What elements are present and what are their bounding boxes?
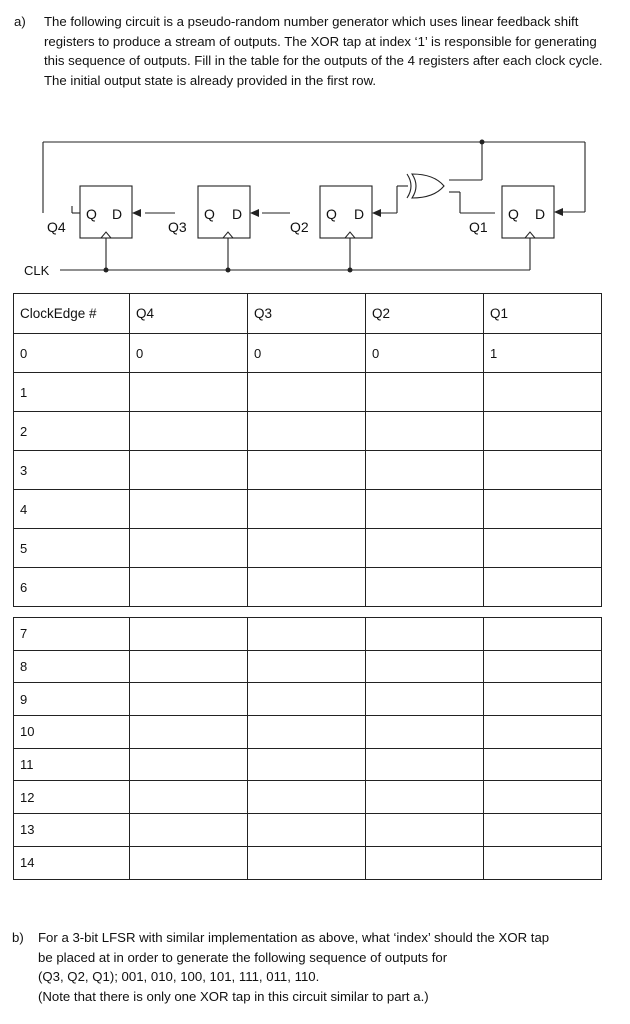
- junction-dot: [226, 268, 231, 273]
- register-value-cell[interactable]: [130, 716, 248, 749]
- question-b-label: b): [12, 930, 24, 945]
- table-header-cell: Q3: [248, 294, 366, 334]
- register-value-cell[interactable]: [484, 618, 602, 651]
- register-value-cell[interactable]: [248, 781, 366, 814]
- register-value-cell[interactable]: [484, 568, 602, 607]
- table-header-row: [14, 294, 602, 334]
- table-row: [14, 748, 602, 781]
- register-value-cell[interactable]: [484, 716, 602, 749]
- register-value-cell[interactable]: [130, 373, 248, 412]
- question-b-line: For a 3-bit LFSR with similar implementation as above, what ‘index’ should the XOR tap: [38, 930, 550, 945]
- register-value-cell[interactable]: [484, 373, 602, 412]
- register-value-cell[interactable]: [366, 650, 484, 683]
- arrow-icon: [250, 209, 259, 217]
- register-value-cell[interactable]: [130, 814, 248, 847]
- register-value-cell[interactable]: [130, 683, 248, 716]
- register-value-cell[interactable]: [248, 568, 366, 607]
- ff-q4-q-pin: Q: [86, 206, 97, 222]
- register-value-cell[interactable]: [248, 451, 366, 490]
- table-row: [14, 781, 602, 814]
- register-value-cell[interactable]: [366, 716, 484, 749]
- table-row: [14, 568, 602, 607]
- table-row: [14, 814, 602, 847]
- register-value-cell[interactable]: [248, 748, 366, 781]
- question-b-line: be placed at in order to generate the following sequence of outputs for: [38, 949, 448, 965]
- register-value-cell[interactable]: [130, 781, 248, 814]
- register-value-cell[interactable]: [366, 683, 484, 716]
- register-value-cell[interactable]: [366, 618, 484, 651]
- register-value-cell[interactable]: [366, 846, 484, 879]
- clock-edge-cell: 6: [14, 568, 130, 607]
- question-a-label: a): [14, 14, 26, 29]
- table-header-cell: Q4: [130, 294, 248, 334]
- question-a-text: The following circuit is a pseudo-random number generator which uses linear feedback shift registers to produce a stream of outputs. The XOR tap at index ‘1’ is responsible for generating this sequence of outputs. Fill in the table for the outputs of the 4 registers after each clock cycle. The initial output state is already provided in the first row.: [44, 14, 603, 88]
- ff-q1-d-pin: D: [535, 206, 546, 222]
- register-value-cell[interactable]: [484, 748, 602, 781]
- register-value-cell[interactable]: [484, 781, 602, 814]
- register-value-cell[interactable]: [130, 529, 248, 568]
- register-value-cell[interactable]: 0: [366, 334, 484, 373]
- clock-edge-cell: 5: [14, 529, 130, 568]
- register-value-cell[interactable]: [484, 451, 602, 490]
- arrow-icon: [554, 208, 563, 216]
- xor-gate-icon: [407, 174, 444, 198]
- answer-table-part2: [13, 617, 602, 880]
- register-value-cell[interactable]: [366, 748, 484, 781]
- clock-edge-cell: 8: [14, 650, 130, 683]
- arrow-icon: [132, 209, 141, 217]
- register-value-cell[interactable]: [248, 490, 366, 529]
- ff-q4-d-pin: D: [112, 206, 123, 222]
- label-q3: Q3: [168, 219, 187, 235]
- clock-edge-cell: 2: [14, 412, 130, 451]
- clock-edge-cell: 11: [14, 748, 130, 781]
- register-value-cell[interactable]: [484, 412, 602, 451]
- lfsr-circuit-diagram: [0, 128, 630, 278]
- register-value-cell[interactable]: [484, 814, 602, 847]
- register-value-cell[interactable]: [366, 781, 484, 814]
- register-value-cell[interactable]: [248, 412, 366, 451]
- register-value-cell[interactable]: [248, 650, 366, 683]
- question-b-text: [38, 928, 618, 1006]
- table-row: [14, 451, 602, 490]
- ff-q3-q-pin: Q: [204, 206, 215, 222]
- junction-dot: [104, 268, 109, 273]
- register-value-cell[interactable]: 1: [484, 334, 602, 373]
- register-value-cell[interactable]: [130, 490, 248, 529]
- register-value-cell[interactable]: [366, 814, 484, 847]
- register-value-cell[interactable]: [248, 373, 366, 412]
- table-row: [14, 650, 602, 683]
- table-row: [14, 683, 602, 716]
- clock-edge-cell: 10: [14, 716, 130, 749]
- register-value-cell[interactable]: 0: [130, 334, 248, 373]
- register-value-cell[interactable]: [484, 846, 602, 879]
- register-value-cell[interactable]: [484, 650, 602, 683]
- label-q2: Q2: [290, 219, 309, 235]
- clk-label: CLK: [24, 263, 50, 278]
- clock-edge-cell: 12: [14, 781, 130, 814]
- register-value-cell[interactable]: [248, 529, 366, 568]
- register-value-cell[interactable]: [130, 748, 248, 781]
- table-row: [14, 716, 602, 749]
- arrow-icon: [372, 209, 381, 217]
- table-header-cell: Q2: [366, 294, 484, 334]
- clock-edge-cell: 9: [14, 683, 130, 716]
- register-value-cell[interactable]: [366, 568, 484, 607]
- table-row: [14, 529, 602, 568]
- table-header-cell: Q1: [484, 294, 602, 334]
- register-value-cell[interactable]: [248, 814, 366, 847]
- clock-edge-cell: 1: [14, 373, 130, 412]
- register-value-cell[interactable]: [366, 529, 484, 568]
- table-row: [14, 846, 602, 879]
- clock-edge-cell: 0: [14, 334, 130, 373]
- register-value-cell[interactable]: [130, 451, 248, 490]
- table-row: [14, 373, 602, 412]
- clock-edge-cell: 14: [14, 846, 130, 879]
- register-value-cell[interactable]: [248, 846, 366, 879]
- junction-dot: [348, 268, 353, 273]
- clock-edge-cell: 3: [14, 451, 130, 490]
- register-value-cell[interactable]: [130, 412, 248, 451]
- table-row: [14, 334, 602, 373]
- label-q4: Q4: [47, 219, 66, 235]
- register-value-cell[interactable]: [248, 716, 366, 749]
- register-value-cell[interactable]: [248, 618, 366, 651]
- table-row: [14, 490, 602, 529]
- register-value-cell[interactable]: [366, 451, 484, 490]
- register-value-cell[interactable]: [248, 683, 366, 716]
- clock-edge-cell: 13: [14, 814, 130, 847]
- table-row: [14, 412, 602, 451]
- ff-q2-d-pin: D: [354, 206, 365, 222]
- register-value-cell[interactable]: [366, 490, 484, 529]
- register-value-cell[interactable]: [484, 490, 602, 529]
- register-value-cell[interactable]: [130, 650, 248, 683]
- question-b-line: (Q3, Q2, Q1); 001, 010, 100, 101, 111, 011, 110.: [38, 969, 320, 984]
- junction-dot: [480, 140, 485, 145]
- clock-edge-cell: 7: [14, 618, 130, 651]
- register-value-cell[interactable]: [366, 412, 484, 451]
- register-value-cell[interactable]: [484, 529, 602, 568]
- clock-edge-cell: 4: [14, 490, 130, 529]
- register-value-cell[interactable]: [130, 618, 248, 651]
- ff-q3-d-pin: D: [232, 206, 243, 222]
- table-header-cell: ClockEdge #: [14, 294, 130, 334]
- answer-table-part1: [13, 293, 602, 607]
- register-value-cell[interactable]: [130, 568, 248, 607]
- register-value-cell[interactable]: [484, 683, 602, 716]
- table-row: [14, 618, 602, 651]
- ff-q1-q-pin: Q: [508, 206, 519, 222]
- register-value-cell[interactable]: 0: [248, 334, 366, 373]
- ff-q2-q-pin: Q: [326, 206, 337, 222]
- register-value-cell[interactable]: [130, 846, 248, 879]
- register-value-cell[interactable]: [366, 373, 484, 412]
- question-b-line: (Note that there is only one XOR tap in this circuit similar to part a.): [38, 988, 429, 1004]
- label-q1: Q1: [469, 219, 488, 235]
